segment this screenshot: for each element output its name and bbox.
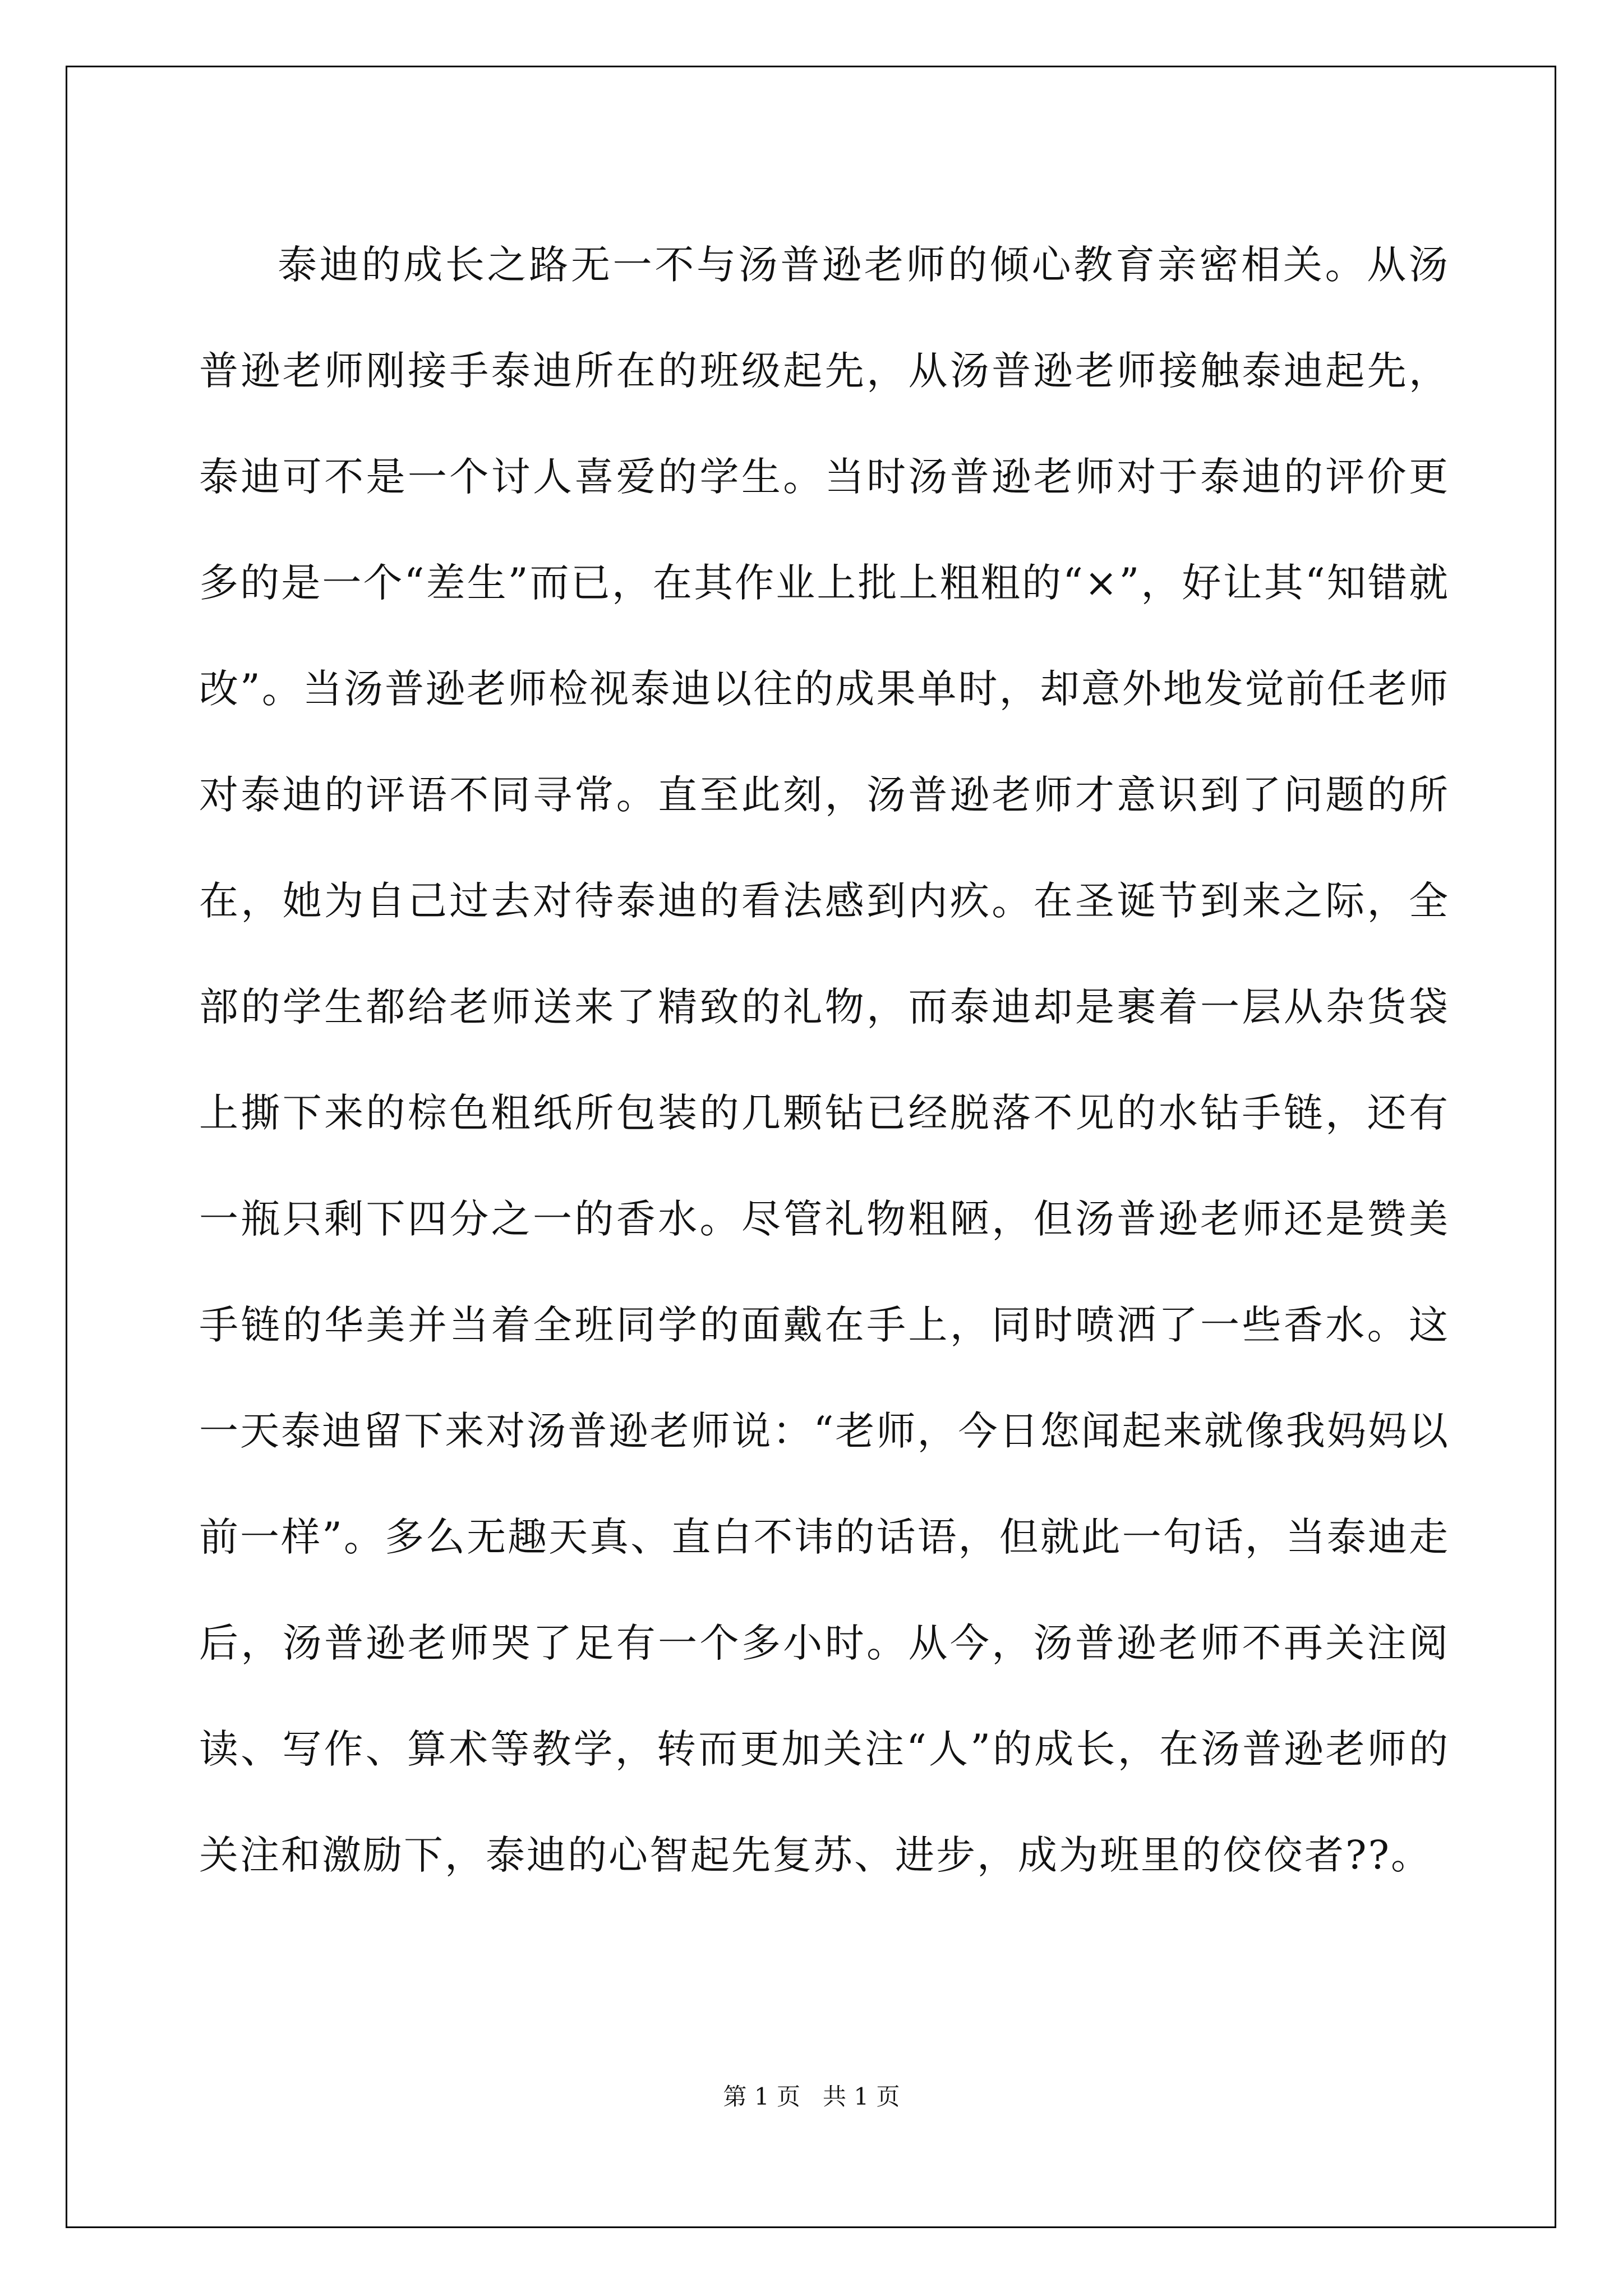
page-number-footer: 第 1 页 共 1 页 (723, 2083, 900, 2110)
body-paragraph: 泰迪的成长之路无一不与汤普逊老师的倾心教育亲密相关。从汤普逊老师刚接手泰迪所在的班级起先，从汤普逊老师接触泰迪起先，泰迪可不是一个讨人喜爱的学生。当时汤普逊老师对于泰迪的评价更多的是一个“差生”而已，在其作业上批上粗粗的“×”，好让其“知错就改”。当汤普逊老师检视泰迪以往的成果单时，却意外地发觉前任老师对泰迪的评语不同寻常。直至此刻，汤普逊老师才意识到了问题的所在，她为自己过去对待泰迪的看法感到内疚。在圣诞节到来之际，全部的学生都给老师送来了精致的礼物，而泰迪却是裹着一层从杂货袋上撕下来的棕色粗纸所包装的几颗钻已经脱落不见的水钻手链，还有一瓶只剩下四分之一的香水。尽管礼物粗陋，但汤普逊老师还是赞美手链的华美并当着全班同学的面戴在手上，同时喷洒了一些香水。这一天泰迪留下来对汤普逊老师说：“老师，今日您闻起来就像我妈妈以前一样”。多么无趣天真、直白不讳的话语，但就此一句话，当泰迪走后，汤普逊老师哭了足有一个多小时。从今，汤普逊老师不再关注阅读、写作、算术等教学，转而更加关注“人”的成长，在汤普逊老师的关注和激励下，泰迪的心智起先复苏、进步，成为班里的佼佼者??。 (199, 242, 1450, 1878)
